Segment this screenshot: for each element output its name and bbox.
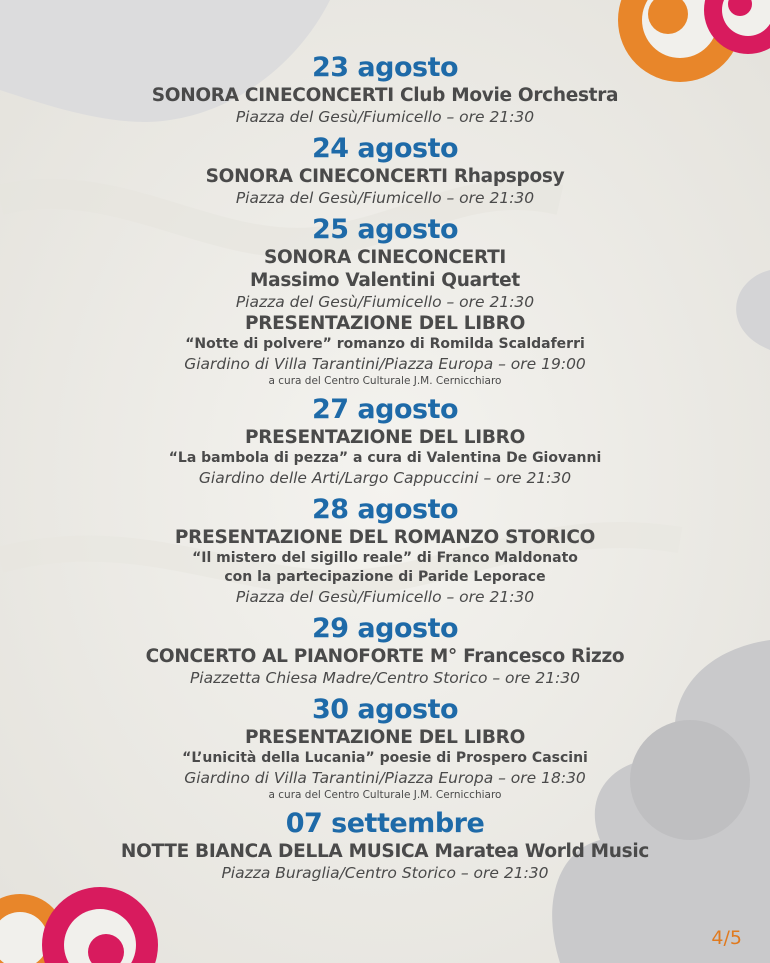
event-date: 28 agosto — [311, 494, 459, 525]
event-place: Giardino delle Arti/Largo Cappuccini – ore 21:30 — [198, 469, 572, 487]
event-subtitle-line2: con la partecipazione di Paride Leporace — [224, 569, 546, 585]
event-date: 30 agosto — [311, 694, 459, 725]
event-note: a cura del Centro Culturale J.M. Cernicchiaro — [268, 375, 502, 387]
event-place: Piazza del Gesù/Fiumicello – ore 21:30 — [235, 588, 535, 606]
event-title-book: PRESENTAZIONE DEL LIBRO — [244, 313, 526, 334]
event-place: Piazza del Gesù/Fiumicello – ore 21:30 — [235, 189, 535, 207]
swirl-bottom-left — [0, 887, 158, 963]
event-title: SONORA CINECONCERTI — [263, 247, 507, 268]
event-place-book: Giardino di Villa Tarantini/Piazza Europa – ore 19:00 — [184, 355, 586, 373]
event-title: SONORA CINECONCERTI Club Movie Orchestra — [151, 85, 619, 106]
event-date: 27 agosto — [311, 394, 459, 425]
page-number: 4/5 — [711, 927, 742, 949]
event-place: Piazza Buraglia/Centro Storico – ore 21:30 — [221, 864, 549, 882]
event-date: 29 agosto — [311, 613, 459, 644]
event-28-agosto — [0, 494, 770, 607]
event-place: Giardino di Villa Tarantini/Piazza Europa – ore 18:30 — [184, 769, 586, 787]
event-27-agosto — [0, 394, 770, 488]
event-24-agosto — [0, 133, 770, 208]
event-25-agosto — [0, 214, 770, 388]
event-subtitle: “L’unicità della Lucania” poesie di Prospero Cascini — [182, 750, 588, 766]
event-title: SONORA CINECONCERTI Rhapsposy — [205, 166, 565, 187]
event-date: 25 agosto — [311, 214, 459, 245]
event-title: CONCERTO AL PIANOFORTE M° Francesco Rizzo — [145, 646, 625, 667]
event-title-line2: Massimo Valentini Quartet — [250, 270, 520, 291]
event-title: PRESENTAZIONE DEL ROMANZO STORICO — [174, 527, 596, 548]
event-title: NOTTE BIANCA DELLA MUSICA Maratea World Music — [120, 841, 650, 862]
event-23-agosto — [0, 52, 770, 127]
event-title: PRESENTAZIONE DEL LIBRO — [244, 427, 526, 448]
event-30-agosto — [0, 694, 770, 802]
event-29-agosto — [0, 613, 770, 688]
event-date: 24 agosto — [311, 133, 459, 164]
event-date: 07 settembre — [285, 808, 485, 839]
event-place: Piazza del Gesù/Fiumicello – ore 21:30 — [235, 293, 535, 311]
event-subtitle: “La bambola di pezza” a cura di Valentina De Giovanni — [168, 450, 602, 466]
events-list — [0, 52, 770, 889]
event-subtitle: “Notte di polvere” romanzo di Romilda Scaldaferri — [185, 336, 585, 352]
event-place: Piazzetta Chiesa Madre/Centro Storico – ore 21:30 — [189, 669, 581, 687]
event-date: 23 agosto — [311, 52, 459, 83]
event-place: Piazza del Gesù/Fiumicello – ore 21:30 — [235, 108, 535, 126]
event-subtitle: “Il mistero del sigillo reale” di Franco Maldonato — [192, 550, 578, 566]
event-07-settembre — [0, 808, 770, 883]
event-title: PRESENTAZIONE DEL LIBRO — [244, 727, 526, 748]
event-note: a cura del Centro Culturale J.M. Cernicchiaro — [268, 789, 502, 801]
